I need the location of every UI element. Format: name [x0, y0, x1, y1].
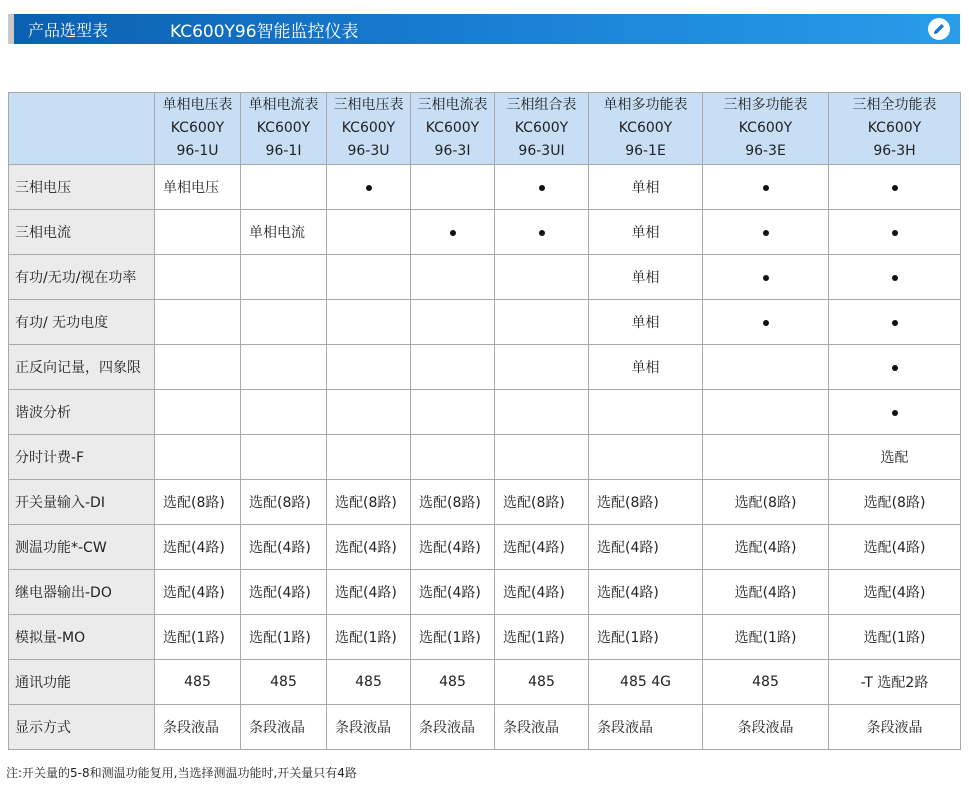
table-cell — [155, 300, 241, 345]
column-header-96-1e — [589, 93, 703, 165]
table-cell: 条段液晶 — [589, 705, 703, 750]
table-cell: 选配(8路) — [829, 480, 961, 525]
table-cell: 选配(8路) — [703, 480, 829, 525]
feature-dot-cell — [703, 255, 829, 300]
table-cell — [703, 435, 829, 480]
table-cell — [495, 300, 589, 345]
column-header-line2: KC600Y — [170, 120, 225, 136]
table-cell — [241, 435, 327, 480]
table-cell: 选配(8路) — [411, 480, 495, 525]
feature-dot-cell — [829, 390, 961, 435]
table-cell — [241, 255, 327, 300]
column-header-line3: 96-3U — [347, 143, 390, 159]
table-cell: -T 选配2路 — [829, 660, 961, 705]
header-accent — [8, 14, 14, 44]
bullet-dot-icon — [763, 275, 769, 281]
table-cell — [411, 390, 495, 435]
table-header-row — [9, 93, 961, 165]
column-header-line1: 三相多功能表 — [723, 97, 808, 113]
table-cell — [327, 345, 411, 390]
table-cell — [411, 165, 495, 210]
table-cell: 单相 — [589, 300, 703, 345]
bullet-dot-icon — [539, 185, 545, 191]
table-cell — [241, 390, 327, 435]
table-cell — [155, 210, 241, 255]
table-cell: 选配(4路) — [241, 525, 327, 570]
table-body — [9, 165, 961, 750]
table-cell: 选配(4路) — [589, 570, 703, 615]
column-header-96-3i — [411, 93, 495, 165]
row-label: 谐波分析 — [9, 390, 155, 435]
feature-dot-cell — [829, 255, 961, 300]
bullet-dot-icon — [366, 185, 372, 191]
table-cell — [495, 390, 589, 435]
feature-dot-cell — [495, 165, 589, 210]
table-cell: 选配(8路) — [155, 480, 241, 525]
row-label: 三相电流 — [9, 210, 155, 255]
table-cell — [327, 300, 411, 345]
table-cell: 条段液晶 — [327, 705, 411, 750]
table-cell — [155, 345, 241, 390]
table-cell: 条段液晶 — [241, 705, 327, 750]
column-header-line1: 三相全功能表 — [852, 97, 937, 113]
table-cell — [241, 345, 327, 390]
feature-dot-cell — [411, 210, 495, 255]
table-cell — [703, 345, 829, 390]
table-cell: 单相 — [589, 210, 703, 255]
table-cell: 选配(8路) — [589, 480, 703, 525]
row-label: 通讯功能 — [9, 660, 155, 705]
table-cell: 485 — [327, 660, 411, 705]
bullet-dot-icon — [892, 365, 898, 371]
row-label: 正反向记量，四象限 — [9, 345, 155, 390]
table-cell: 选配(4路) — [829, 570, 961, 615]
row-label: 有功/ 无功电度 — [9, 300, 155, 345]
table-cell: 条段液晶 — [703, 705, 829, 750]
feature-dot-cell — [495, 210, 589, 255]
table-row — [9, 255, 961, 300]
table-row — [9, 615, 961, 660]
column-header-line3: 96-1U — [176, 143, 219, 159]
table-cell — [155, 435, 241, 480]
table-cell — [411, 345, 495, 390]
row-label: 分时计费-F — [9, 435, 155, 480]
table-cell: 单相 — [589, 255, 703, 300]
table-cell: 选配(8路) — [495, 480, 589, 525]
table-cell: 单相 — [589, 165, 703, 210]
column-header-line1: 单相电流表 — [248, 97, 319, 113]
table-row — [9, 300, 961, 345]
table-cell: 选配(4路) — [829, 525, 961, 570]
bullet-dot-icon — [892, 230, 898, 236]
bullet-dot-icon — [892, 185, 898, 191]
table-cell: 485 — [241, 660, 327, 705]
table-cell: 条段液晶 — [829, 705, 961, 750]
table-row — [9, 480, 961, 525]
table-cell: 选配(4路) — [411, 525, 495, 570]
bullet-dot-icon — [892, 320, 898, 326]
feature-dot-cell — [327, 165, 411, 210]
table-cell — [327, 255, 411, 300]
table-cell — [411, 435, 495, 480]
column-header-96-3e — [703, 93, 829, 165]
table-cell: 条段液晶 — [495, 705, 589, 750]
feature-dot-cell — [703, 210, 829, 255]
table-row — [9, 390, 961, 435]
table-cell: 选配(4路) — [703, 570, 829, 615]
column-header-line3: 96-3I — [434, 143, 471, 159]
section-header-bar — [8, 14, 960, 44]
bullet-dot-icon — [763, 320, 769, 326]
table-cell: 选配(4路) — [495, 570, 589, 615]
table-cell — [495, 255, 589, 300]
table-cell: 选配(8路) — [241, 480, 327, 525]
table-cell — [155, 255, 241, 300]
table-cell: 选配(4路) — [411, 570, 495, 615]
bullet-dot-icon — [892, 275, 898, 281]
table-row — [9, 345, 961, 390]
table-cell — [327, 435, 411, 480]
table-corner-cell — [9, 93, 155, 165]
bullet-dot-icon — [763, 230, 769, 236]
bullet-dot-icon — [539, 230, 545, 236]
column-header-96-3ui — [495, 93, 589, 165]
column-header-96-3u — [327, 93, 411, 165]
table-cell: 单相 — [589, 345, 703, 390]
column-header-96-1u — [155, 93, 241, 165]
row-label: 开关量输入-DI — [9, 480, 155, 525]
table-cell — [411, 300, 495, 345]
column-header-line3: 96-3UI — [518, 143, 565, 159]
column-header-line2: KC600Y — [425, 120, 480, 136]
row-label: 模拟量-MO — [9, 615, 155, 660]
feature-dot-cell — [703, 165, 829, 210]
column-header-line3: 96-1I — [265, 143, 302, 159]
column-header-96-3h — [829, 93, 961, 165]
table-row — [9, 435, 961, 480]
table-cell — [411, 255, 495, 300]
footnote: 注:开关量的5-8和测温功能复用,当选择测温功能时,开关量只有4路 — [6, 766, 357, 780]
row-label: 有功/无功/视在功率 — [9, 255, 155, 300]
table-row — [9, 525, 961, 570]
table-cell: 单相电流 — [241, 210, 327, 255]
table-cell: 485 — [155, 660, 241, 705]
column-header-line2: KC600Y — [341, 120, 396, 136]
row-label: 测温功能*-CW — [9, 525, 155, 570]
table-cell: 选配(1路) — [327, 615, 411, 660]
table-cell: 485 — [495, 660, 589, 705]
table-cell: 选配 — [829, 435, 961, 480]
table-cell: 条段液晶 — [155, 705, 241, 750]
bullet-dot-icon — [450, 230, 456, 236]
column-header-line1: 单相多功能表 — [603, 97, 688, 113]
table-cell: 选配(4路) — [241, 570, 327, 615]
product-selection-table — [8, 92, 961, 750]
table-cell: 选配(8路) — [327, 480, 411, 525]
table-cell: 485 — [411, 660, 495, 705]
table-cell: 单相电压 — [155, 165, 241, 210]
table-cell: 选配(4路) — [495, 525, 589, 570]
table-cell: 选配(4路) — [703, 525, 829, 570]
pencil-circle-icon — [928, 18, 950, 40]
table-cell — [327, 390, 411, 435]
column-header-line3: 96-3H — [873, 143, 916, 159]
table-cell — [589, 435, 703, 480]
column-header-line2: KC600Y — [256, 120, 311, 136]
column-header-line2: KC600Y — [867, 120, 922, 136]
table-cell — [241, 300, 327, 345]
table-cell: 选配(4路) — [327, 570, 411, 615]
table-cell: 选配(4路) — [327, 525, 411, 570]
feature-dot-cell — [829, 345, 961, 390]
column-header-line1: 三相电压表 — [333, 97, 404, 113]
column-header-line3: 96-1E — [625, 143, 666, 159]
bullet-dot-icon — [763, 185, 769, 191]
table-cell: 选配(4路) — [589, 525, 703, 570]
table-cell — [703, 390, 829, 435]
table-cell: 选配(1路) — [241, 615, 327, 660]
table-cell: 选配(4路) — [155, 570, 241, 615]
column-header-line2: KC600Y — [514, 120, 569, 136]
table-row — [9, 210, 961, 255]
table-cell — [241, 165, 327, 210]
table-cell — [589, 390, 703, 435]
table-cell: 485 — [703, 660, 829, 705]
table-row — [9, 570, 961, 615]
feature-dot-cell — [703, 300, 829, 345]
column-header-line1: 单相电压表 — [162, 97, 233, 113]
table-cell: 条段液晶 — [411, 705, 495, 750]
document-title: KC600Y96智能监控仪表 — [170, 21, 359, 42]
table-cell: 选配(4路) — [155, 525, 241, 570]
feature-dot-cell — [829, 210, 961, 255]
table-cell: 选配(1路) — [829, 615, 961, 660]
column-header-line2: KC600Y — [738, 120, 793, 136]
column-header-line3: 96-3E — [745, 143, 786, 159]
table-cell — [495, 435, 589, 480]
table-cell — [495, 345, 589, 390]
column-header-line2: KC600Y — [618, 120, 673, 136]
table-row — [9, 165, 961, 210]
feature-dot-cell — [829, 300, 961, 345]
column-header-line1: 三相组合表 — [506, 97, 577, 113]
table-row — [9, 705, 961, 750]
feature-dot-cell — [829, 165, 961, 210]
table-cell: 选配(1路) — [703, 615, 829, 660]
table-cell: 选配(1路) — [155, 615, 241, 660]
section-label: 产品选型表 — [28, 20, 109, 40]
table-cell: 485 4G — [589, 660, 703, 705]
table-cell: 选配(1路) — [411, 615, 495, 660]
row-label: 三相电压 — [9, 165, 155, 210]
table-cell — [155, 390, 241, 435]
column-header-96-1i — [241, 93, 327, 165]
table-cell: 选配(1路) — [589, 615, 703, 660]
column-header-line1: 三相电流表 — [417, 97, 488, 113]
table-cell — [327, 210, 411, 255]
table-cell: 选配(1路) — [495, 615, 589, 660]
bullet-dot-icon — [892, 410, 898, 416]
row-label: 继电器输出-DO — [9, 570, 155, 615]
table-row — [9, 660, 961, 705]
row-label: 显示方式 — [9, 705, 155, 750]
